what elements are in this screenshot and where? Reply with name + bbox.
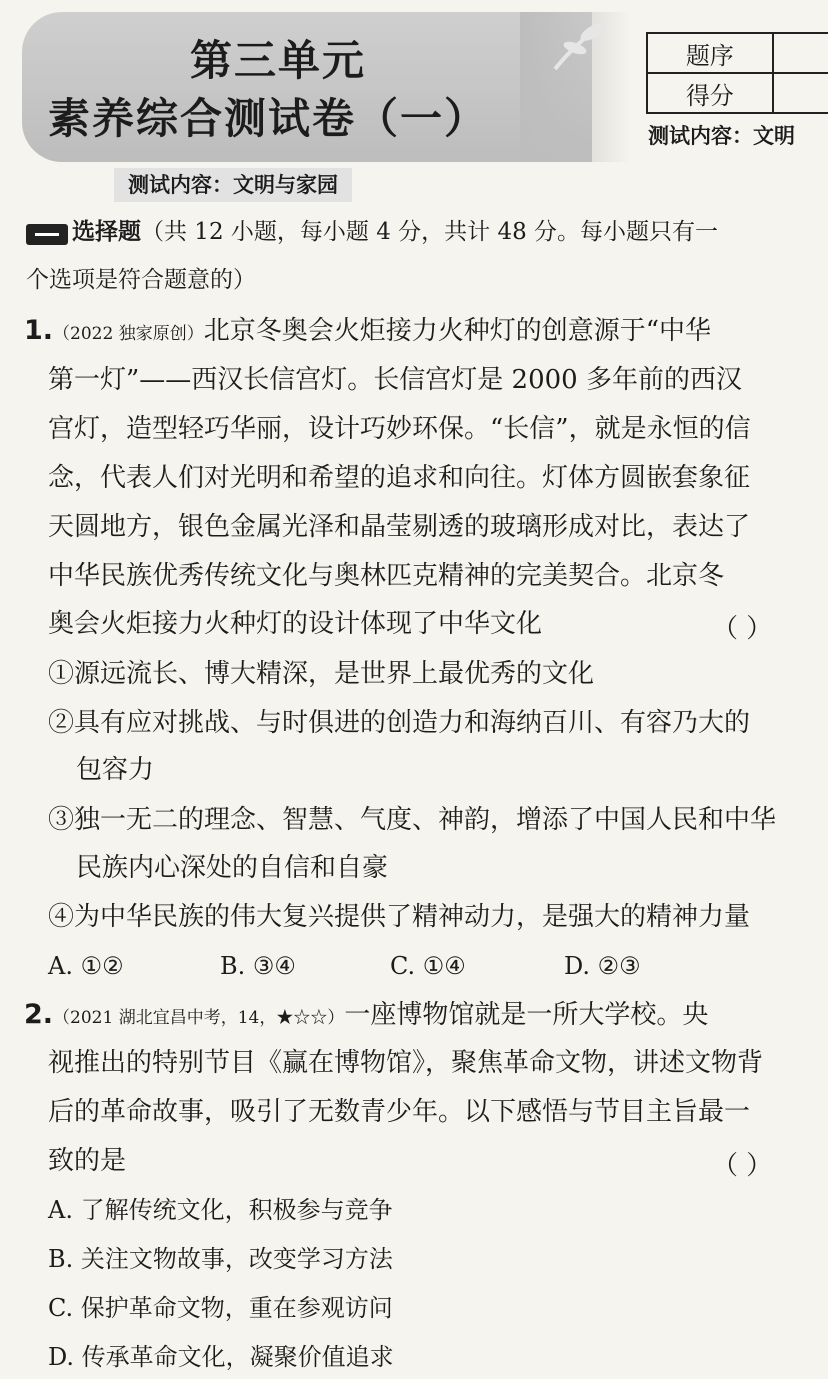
question-2-answer-blank[interactable]: （ ）	[712, 1151, 773, 1181]
score-row-order	[647, 33, 828, 73]
section-note-line2: 个选项是符合题意的）	[26, 267, 256, 293]
question-2-first-line	[24, 997, 708, 1036]
question-1-line-1: 第一灯”——西汉长信宫灯。长信宫灯是 2000 多年前的西汉	[48, 365, 742, 395]
section-title: 选择题	[72, 219, 141, 245]
question-2-option-a[interactable]: A. 了解传统文化，积极参与竞争	[48, 1196, 393, 1224]
question-1-statement-2: ②具有应对挑战、与时俱进的创造力和海纳百川、有容乃大的	[48, 708, 751, 738]
test-content-label: 测试内容：文明与家园	[114, 168, 352, 202]
question-1-line-2: 宫灯，造型轻巧华丽，设计巧妙环保。“长信”，就是永恒的信	[48, 414, 751, 444]
question-2-line-1: 视推出的特别节目《赢在博物馆》，聚焦革命文物，讲述文物背	[48, 1048, 764, 1078]
side-test-content: 测试内容：文明	[648, 124, 795, 148]
question-1-line-5: 中华民族优秀传统文化与奥林匹克精神的完美契合。北京冬	[48, 561, 725, 591]
question-1-statement-2-cont: 包容力	[76, 755, 155, 785]
question-2-option-b[interactable]: B. 关注文物故事，改变学习方法	[48, 1245, 393, 1273]
question-1-statement-4: ④为中华民族的伟大复兴提供了精神动力，是强大的精神力量	[48, 902, 751, 932]
score-value-score[interactable]	[773, 73, 828, 113]
question-2-line-0: 一座博物馆就是一所大学校。央	[344, 1000, 709, 1030]
question-1-option-b[interactable]: B. ③④	[220, 952, 296, 980]
score-label-order: 题序	[647, 33, 773, 73]
question-2-option-c[interactable]: C. 保护革命文物，重在参观访问	[48, 1294, 393, 1322]
question-1-source: （2022 独家原创）	[53, 324, 204, 344]
section-heading	[72, 213, 718, 246]
question-1-option-c[interactable]: C. ①④	[390, 952, 466, 980]
score-label-score: 得分	[647, 73, 773, 113]
question-2-option-d[interactable]: D. 传承革命文化，凝聚价值追求	[48, 1343, 394, 1371]
question-2-line-3: 致的是	[48, 1146, 127, 1176]
question-1-number: 1.	[24, 315, 54, 346]
page-title-line1: 第三单元	[190, 36, 367, 85]
question-2-number: 2.	[24, 999, 54, 1030]
question-1-first-line	[24, 313, 711, 352]
score-table	[646, 32, 828, 114]
question-1-line-4: 天圆地方，银色金属光泽和晶莹剔透的玻璃形成对比，表达了	[48, 512, 751, 542]
question-1-option-d[interactable]: D. ②③	[564, 952, 641, 980]
question-1-line-0: 北京冬奥会火炬接力火种灯的创意源于“中华	[203, 316, 712, 346]
score-value-order[interactable]	[773, 33, 828, 73]
question-1-statement-3-cont: 民族内心深处的自信和自豪	[76, 853, 389, 883]
question-1-line-6: 奥会火炬接力火种灯的设计体现了中华文化	[48, 609, 543, 639]
question-1-statement-3: ③独一无二的理念、智慧、气度、神韵，增添了中国人民和中华	[48, 805, 777, 835]
question-1-statement-1: ①源远流长、博大精深，是世界上最优秀的文化	[48, 659, 595, 689]
question-2-line-2: 后的革命故事，吸引了无数青少年。以下感悟与节目主旨最一	[48, 1097, 751, 1127]
page-title-line2: 素养综合测试卷（一）	[48, 94, 489, 143]
question-1-line-3: 念，代表人们对光明和希望的追求和向往。灯体方圆嵌套象征	[48, 463, 751, 493]
score-row-score	[647, 73, 828, 113]
question-1-answer-blank[interactable]: （ ）	[712, 614, 773, 644]
section-note-line1: （共 12 小题，每小题 4 分，共计 48 分。每小题只有一	[141, 219, 719, 245]
question-1-option-a[interactable]: A. ①②	[48, 952, 124, 980]
question-2-source: （2021 湖北宜昌中考，14，★☆☆）	[53, 1008, 345, 1028]
leaf-decoration-icon	[545, 14, 615, 74]
section-number-badge	[26, 224, 68, 245]
